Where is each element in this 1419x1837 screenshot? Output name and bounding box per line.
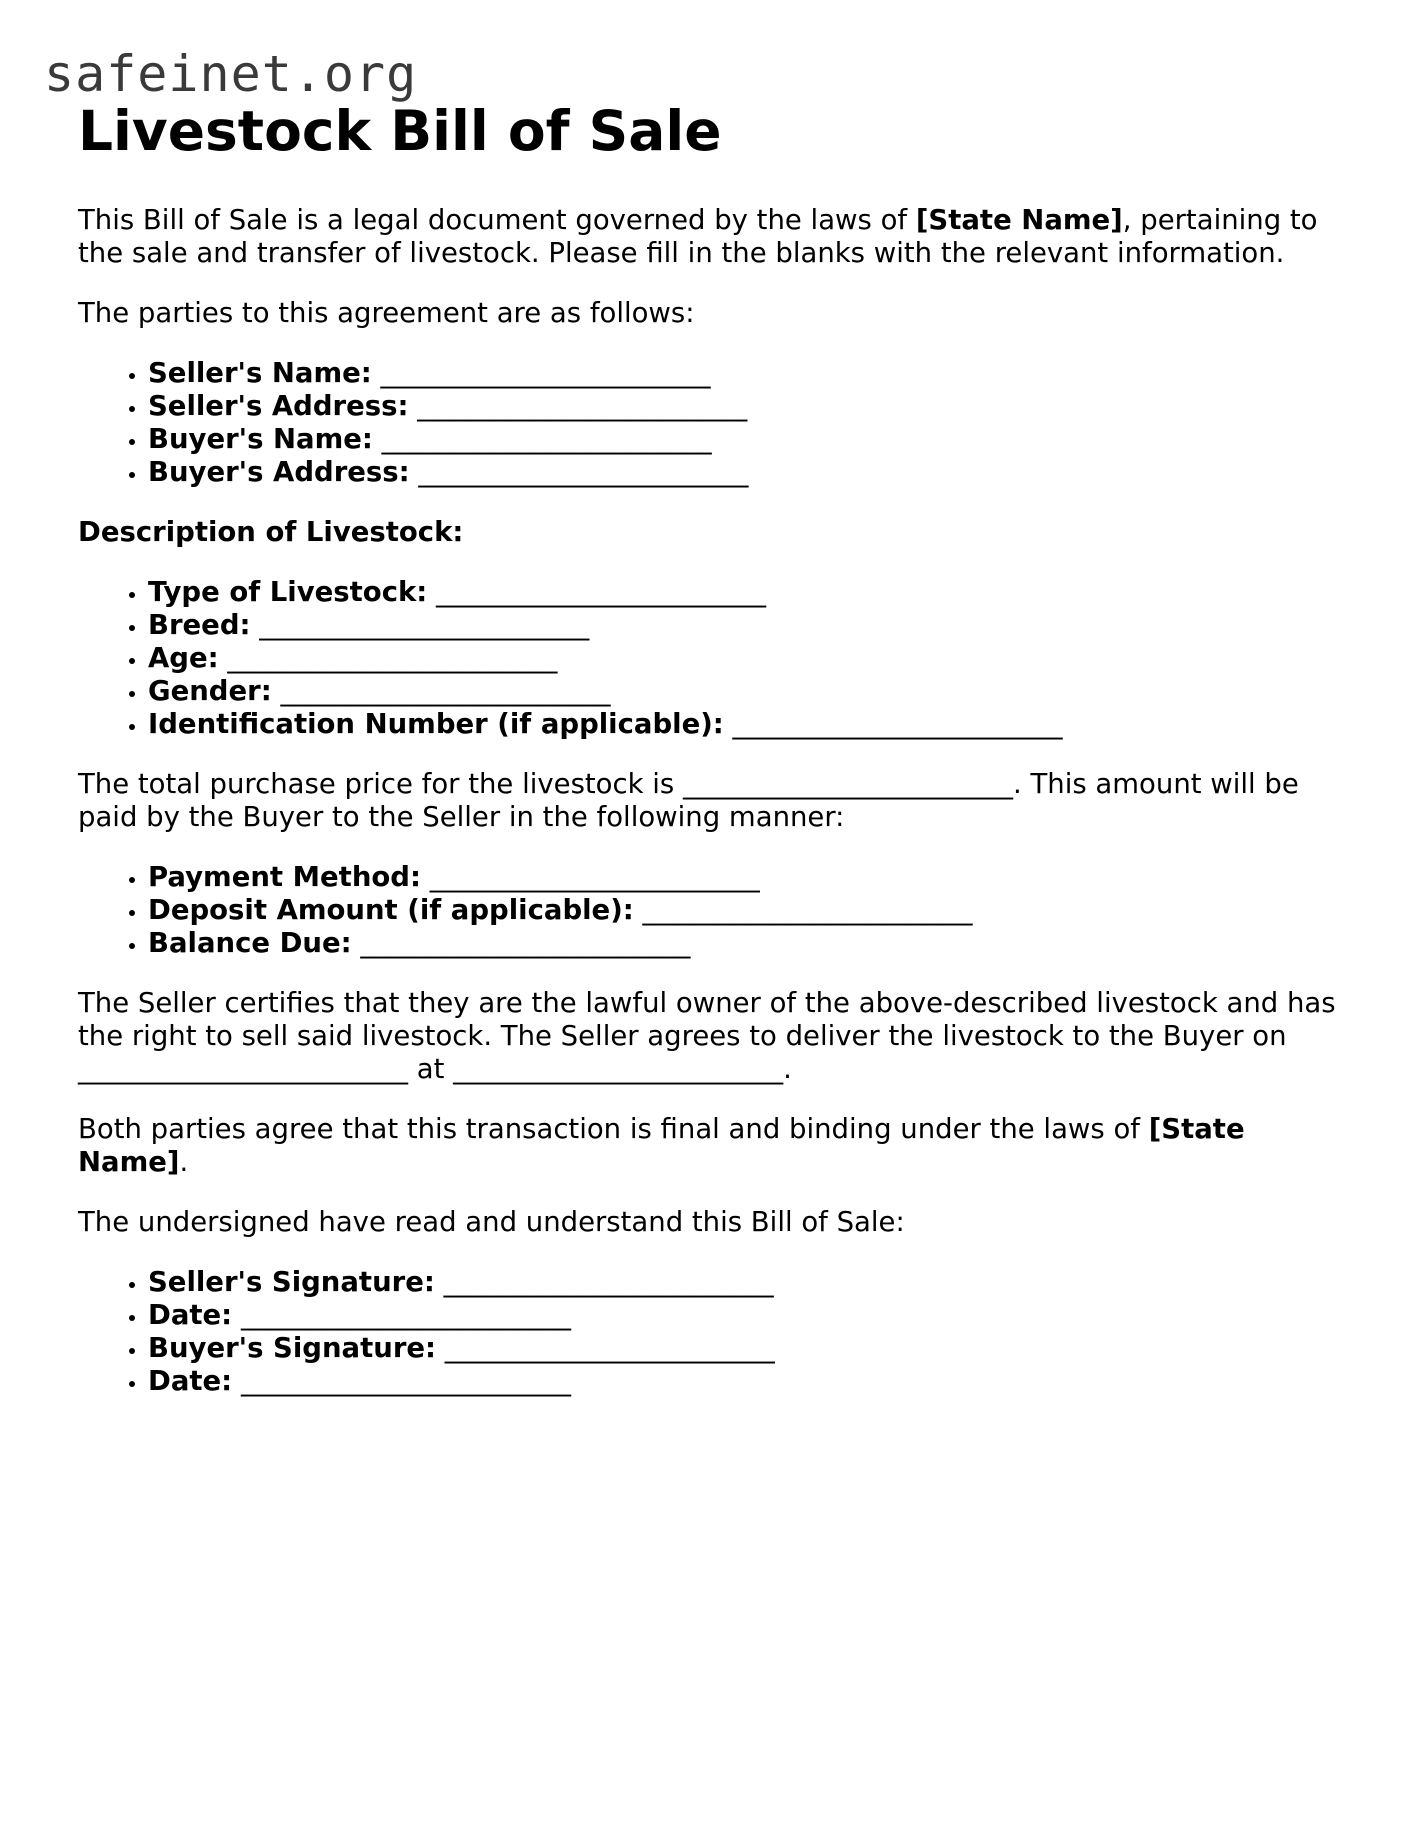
blank-line: ________________________ (443, 1266, 774, 1298)
intro-text-after: , pertaining to the sale and transfer of livestock. Please fill in the blanks with the relevant information. (78, 204, 1318, 269)
blank-line: ________________________ (280, 675, 611, 707)
list-item-age (148, 642, 1348, 675)
blank-line: ________________________ (78, 1053, 408, 1085)
list-item-balance-due (148, 927, 1348, 960)
blank-line: ________________________ (683, 768, 1013, 800)
final-text-before: Both parties agree that this transaction is final and binding under the laws of (78, 1113, 1149, 1145)
blank-line: ________________________ (418, 456, 749, 488)
list-item-buyer-address (148, 456, 1348, 489)
certify-text-middle: at (408, 1053, 454, 1085)
state-name-placeholder: [State Name] (78, 1113, 1245, 1178)
undersigned-paragraph: The undersigned have read and understand this Bill of Sale: (78, 1206, 905, 1238)
intro-paragraph (78, 204, 1348, 270)
blank-line: ________________________ (360, 927, 691, 959)
payment-list (78, 861, 1348, 960)
description-heading-text: Description of Livestock: (78, 516, 464, 548)
blank-line: ________________________ (380, 357, 711, 389)
blank-line: ________________________ (436, 576, 767, 608)
field-label: Gender: (148, 675, 272, 707)
blank-line: ________________________ (240, 1299, 571, 1331)
list-item-seller-address (148, 390, 1348, 423)
page-title: Livestock Bill of Sale (78, 99, 722, 163)
field-label: Balance Due: (148, 927, 352, 959)
intro-text-before: This Bill of Sale is a legal document governed by the laws of (78, 204, 916, 236)
price-text-before: The total purchase price for the livestock is (78, 768, 683, 800)
field-label: Seller's Address: (148, 390, 409, 422)
list-item-seller-name (148, 357, 1348, 390)
blank-line: ________________________ (227, 642, 558, 674)
field-label: Seller's Name: (148, 357, 372, 389)
state-name-placeholder: [State Name] (915, 204, 1123, 236)
field-label: Deposit Amount (if applicable): (148, 894, 634, 926)
document-body (78, 96, 1348, 1398)
list-item-identification-number (148, 708, 1348, 741)
field-label: Buyer's Address: (148, 456, 410, 488)
livestock-list (78, 576, 1348, 741)
list-item-seller-signature (148, 1266, 1348, 1299)
blank-line: ________________________ (453, 1053, 784, 1085)
field-label: Type of Livestock: (148, 576, 428, 608)
blank-line: ________________________ (429, 861, 760, 893)
price-text-after: . This amount will be paid by the Buyer to the Seller in the following manner: (78, 768, 1299, 833)
field-label: Payment Method: (148, 861, 421, 893)
field-label: Date: (148, 1365, 233, 1397)
parties-list (78, 357, 1348, 489)
signatures-list (78, 1266, 1348, 1398)
final-text-after: . (179, 1146, 189, 1178)
certify-text-after: . (783, 1053, 792, 1085)
blank-line: ________________________ (732, 708, 1063, 740)
list-item-type (148, 576, 1348, 609)
blank-line: ________________________ (417, 390, 748, 422)
description-heading (78, 516, 1348, 549)
field-label: Seller's Signature: (148, 1266, 435, 1298)
blank-line: ________________________ (642, 894, 973, 926)
list-item-breed (148, 609, 1348, 642)
field-label: Date: (148, 1299, 233, 1331)
certify-paragraph (78, 987, 1348, 1086)
list-item-payment-method (148, 861, 1348, 894)
certify-text-before: The Seller certifies that they are the lawful owner of the above-described livestock and has the right to sell said livestock. The Seller agrees to deliver the livestock to the Buyer on (78, 987, 1336, 1052)
blank-line: ________________________ (240, 1365, 571, 1397)
watermark: safeinet.org (44, 45, 418, 103)
parties-intro: The parties to this agreement are as follows: (78, 297, 695, 329)
final-paragraph (78, 1113, 1348, 1179)
list-item-buyer-date (148, 1365, 1348, 1398)
blank-line: ________________________ (381, 423, 712, 455)
list-item-buyer-signature (148, 1332, 1348, 1365)
price-paragraph (78, 768, 1348, 834)
field-label: Identification Number (if applicable): (148, 708, 724, 740)
field-label: Buyer's Signature: (148, 1332, 437, 1364)
blank-line: ________________________ (444, 1332, 775, 1364)
field-label: Breed: (148, 609, 251, 641)
list-item-deposit-amount (148, 894, 1348, 927)
list-item-gender (148, 675, 1348, 708)
list-item-seller-date (148, 1299, 1348, 1332)
field-label: Buyer's Name: (148, 423, 373, 455)
list-item-buyer-name (148, 423, 1348, 456)
blank-line: ________________________ (259, 609, 590, 641)
field-label: Age: (148, 642, 219, 674)
